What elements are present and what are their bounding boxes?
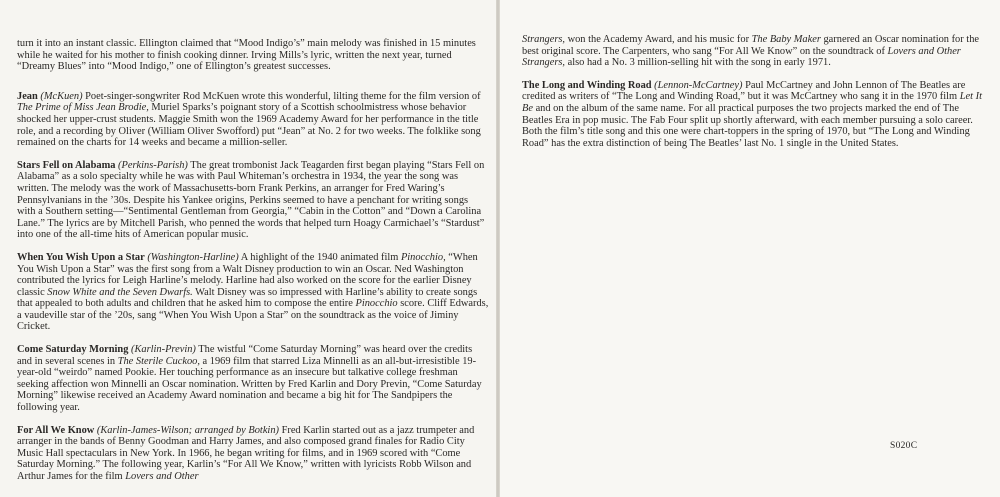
entry-for-all-we-know: For All We Know (Karlin-James-Wilson; arranged by Botkin) Fred Karlin started out as a jazz trumpeter and arranger in the bands of Benny Goodman and Harry James, and also composed grand finales for Radio City Music Hall spectaculars in New York. In 1966, he began writing for films, and in 1969 scored with “Come Saturday Morning.” The following year, Karlin’s “For All We Know,” written with lyricists Robb Wilson and Arthur James for the film Lovers and Other [17, 424, 475, 482]
entry-title: Come Saturday Morning [17, 344, 129, 356]
right-page [500, 0, 1000, 497]
entry-title: When You Wish Upon a Star [17, 251, 145, 263]
entry-title: The Long and Winding Road [522, 79, 652, 91]
entry-writers: (Perkins-Parish) [118, 159, 188, 171]
entry-title: Stars Fell on Alabama [17, 159, 116, 171]
entry-writers: (Karlin-Previn) [131, 344, 196, 356]
entry-jean: Jean (McKuen) Poet-singer-songwriter Rod McKuen wrote this wonderful, lilting theme for the film version of The Prime of Miss Jean Brodie, Muriel Sparks’s poignant story of a Scottish schoolmistress whose behavior shocked her upper-crust students. Maggie Smith won the 1969 Academy Award for her performance in the title role, and a recording by Oliver (William Oliver Swofford) put “Jean” at No. 2 for two weeks. The folklike song remained on the charts for 14 weeks and became a million-seller. [17, 90, 481, 149]
catalog-code: S020C [890, 441, 918, 451]
entry-the-long-and-winding-road: The Long and Winding Road (Lennon-McCartney) Paul McCartney and John Lennon of The Beatles are credited as writers of “The Long and Winding Road,” but it was McCartney who sang it in the 1970 film Let It Be and on the album of the same name. For all practical purposes the two projects marked the end of The Beatles Era in pop music. The Fab Four split up shortly afterward, with each member pursuing a solo career. Both the film’s title song and this one were chart-toppers in the spring of 1970, but “The Long and Winding Road” has the extra distinction of being The Beatles’ last No. 1 single in the United States. [522, 79, 982, 149]
left-page [0, 0, 496, 497]
mood-indigo-continuation: turn it into an instant classic. Ellington claimed that “Mood Indigo’s” main melody was finished in 15 minutes while he waited for his mother to finish cooking dinner. Irving Mills’s lyric, written the next year, turned “Dreamy Blues” into “Mood Indigo,” one of Ellington’s greatest successes. [17, 38, 476, 73]
entry-title: For All We Know [17, 424, 95, 436]
for-all-we-know-continuation: Strangers, won the Academy Award, and his music for The Baby Maker garnered an Oscar nomination for the best original score. The Carpenters, who sang “For All We Know” on the soundtrack of Lovers and Other Strangers, also had a No. 3 million-selling hit with the song in early 1971. [522, 34, 979, 69]
entry-writers: (McKuen) [40, 90, 83, 102]
right-text-column [522, 34, 988, 160]
entry-writers: (Washington-Harline) [147, 251, 239, 263]
entry-writers: (Lennon-McCartney) [654, 79, 743, 91]
entry-come-saturday-morning: Come Saturday Morning (Karlin-Previn) The wistful “Come Saturday Morning” was heard over the credits and in several scenes in The Sterile Cuckoo, a 1969 film that starred Liza Minnelli as an all-but-irresistible 19-year-old “weirdo” named Pookie. Her touching performance as an insecure but talkative college freshman seeking affection won Minnelli an Oscar nomination. Written by Fred Karlin and Dory Previn, “Come Saturday Morning” likewise received an Academy Award nomination and became a big hit for The Sandpipers the following year. [17, 344, 482, 414]
left-text-column [17, 38, 489, 494]
entry-when-you-wish-upon-a-star: When You Wish Upon a Star (Washington-Harline) A highlight of the 1940 animated film Pinocchio, “When You Wish Upon a Star” was the first song from a Walt Disney production to win an Oscar. Ned Washington contributed the lyrics for Leigh Harline’s melody. Harline had also worked on the score for the earlier Disney classic Snow White and the Seven Dwarfs. Walt Disney was so impressed with Harline’s ability to create songs that appealed to both adults and children that he asked him to compose the entire Pinocchio score. Cliff Edwards, a vaudeville star of the ’20s, sang “When You Wish Upon a Star” on the soundtrack as the voice of Jiminy Cricket. [17, 251, 489, 333]
entry-title: Jean [17, 90, 38, 102]
entry-writers: (Karlin-James-Wilson; arranged by Botkin) [96, 424, 279, 436]
entry-stars-fell-on-alabama: Stars Fell on Alabama (Perkins-Parish) The great trombonist Jack Teagarden first began playing “Stars Fell on Alabama” as a solo specialty while he was with Paul Whiteman’s orchestra in 1934, the year the song was written. The melody was the work of Massachusetts-born Frank Perkins, an arranger for Fred Waring’s Pennsylvanians in the ’30s. Despite his Yankee origins, Perkins seemed to have a penchant for writing songs with a Southern setting—“Sentimental Gentleman from Georgia,” “Cabin in the Cotton” and “Down a Carolina Lane.” The lyrics are by Mitchell Parish, who penned the words that helped turn Hoagy Carmichael’s “Stardust” into one of the all-time hits of American popular music. [17, 159, 485, 241]
